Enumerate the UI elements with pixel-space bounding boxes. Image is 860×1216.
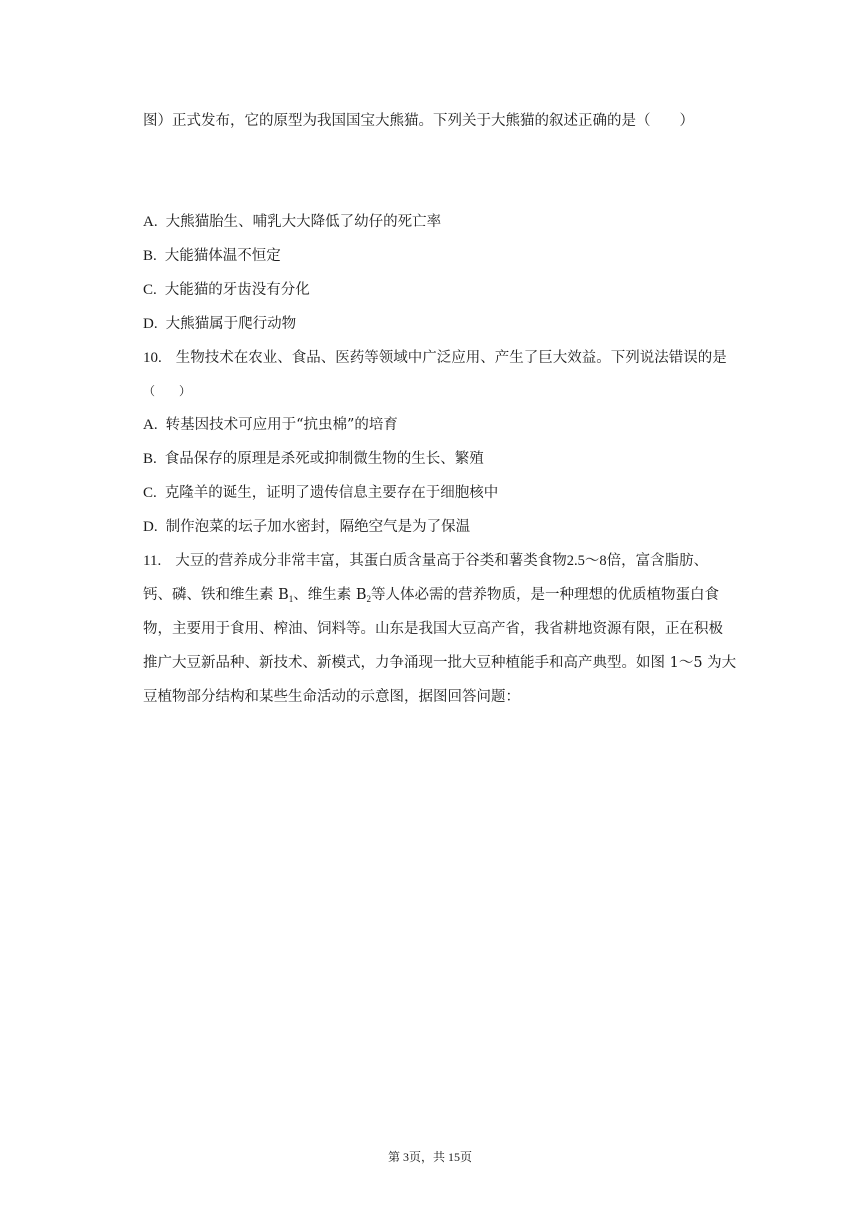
- option-text: 大熊猫胎生、哺乳大大降低了幼仔的死亡率: [165, 214, 442, 230]
- option-text: 大能猫体温不恒定: [164, 248, 281, 264]
- q10-stem-line2: （ ）: [143, 384, 192, 398]
- q9-stem-tail: 图）正式发布，它的原型为我国国宝大熊猫。下列关于大熊猫的叙述正确的是（ ）: [143, 113, 694, 129]
- q9-option-b[interactable]: [143, 246, 763, 266]
- option-letter: C.: [143, 485, 157, 501]
- option-letter: A.: [143, 214, 158, 230]
- q11-text: 大豆的营养成分非常丰富，其蛋白质含量高于谷类和薯类食物: [175, 553, 567, 569]
- q10-option-d[interactable]: [143, 517, 763, 537]
- q10-stem-text: 生物技术在农业、食品、医药等领域中广泛应用、产生了巨大效益。下列说法错误的是: [175, 350, 727, 366]
- option-letter: A.: [143, 417, 158, 433]
- option-letter: D.: [143, 316, 158, 332]
- question-number: 10.: [143, 350, 162, 366]
- option-text: 克隆羊的诞生，证明了遗传信息主要存在于细胞核中: [164, 485, 499, 501]
- option-text: 大熊猫属于爬行动物: [165, 316, 297, 332]
- q10-option-c[interactable]: [143, 483, 763, 503]
- q11-line2: [143, 585, 763, 609]
- subscript: 1: [288, 594, 294, 604]
- q9-option-a[interactable]: [143, 212, 763, 232]
- option-letter: C.: [143, 282, 157, 298]
- option-text: 制作泡菜的坛子加水密封，隔绝空气是为了保温: [165, 519, 471, 535]
- q11-line4: 推广大豆新品种、新技术、新模式，力争涌现一批大豆种植能手和高产典型。如图 1～5 为大: [143, 655, 737, 671]
- q11-line5: 豆植物部分结构和某些生命活动的示意图，据图回答问题：: [143, 689, 520, 705]
- q11-line1: [143, 551, 763, 571]
- option-text: 转基因技术可应用于“抗虫棉”的培育: [165, 417, 398, 433]
- q11-text: 等人体必需的营养物质，是一种理想的优质植物蛋白食: [371, 587, 720, 603]
- q9-option-d[interactable]: [143, 314, 763, 334]
- subscript: 2: [366, 594, 372, 604]
- q11-text: 倍，富含脂肪、: [606, 553, 709, 569]
- question-number: 11.: [143, 553, 162, 569]
- q11-text: 、维生素 B: [293, 587, 367, 603]
- option-letter: B.: [143, 248, 157, 264]
- option-letter: D.: [143, 519, 158, 535]
- q11-line3: 物，主要用于食用、榨油、饲料等。山东是我国大豆高产省，我省耕地资源有限，正在积极: [143, 621, 723, 637]
- q11-text: 钙、磷、铁和维生素 B: [143, 587, 289, 603]
- option-text: 大能猫的牙齿没有分化: [164, 282, 310, 298]
- option-letter: B.: [143, 451, 157, 467]
- q11-number-range: 2.5～8: [566, 553, 607, 569]
- q10-option-a[interactable]: [143, 415, 763, 435]
- option-text: 食品保存的原理是杀死或抑制微生物的生长、繁殖: [164, 451, 484, 467]
- q9-option-c[interactable]: [143, 280, 763, 300]
- q10-option-b[interactable]: [143, 449, 763, 469]
- page-footer: 第 3页，共 15页: [387, 1150, 472, 1164]
- q10-stem-line1: [143, 348, 763, 368]
